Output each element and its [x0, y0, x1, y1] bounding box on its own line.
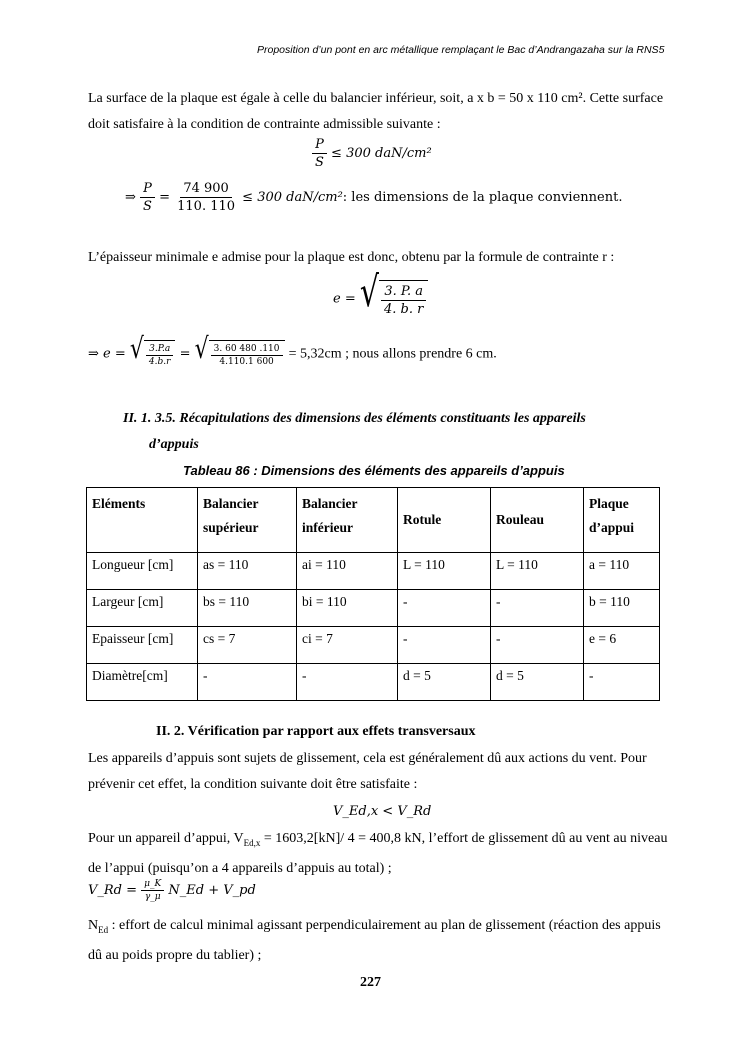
eq2-denominator: 110. 110 — [177, 199, 236, 214]
table-cell: d = 5 — [491, 664, 584, 701]
table-cell: e = 6 — [584, 627, 660, 664]
eq4-conclusion: = 5,32cm ; nous allons prendre 6 cm. — [288, 346, 497, 362]
table-header-cell: Plaque d’appui — [584, 488, 660, 553]
section-heading-recap-cont: d’appuis — [149, 437, 199, 452]
table-header-cell: Balancier supérieur — [198, 488, 297, 553]
eq6-rhs: N_Ed + V_pd — [168, 883, 256, 898]
table-cell: Longueur [cm] — [87, 553, 198, 590]
eq4-equals: = — [179, 346, 191, 362]
table-row — [87, 553, 660, 590]
table-header-row — [87, 488, 660, 553]
paragraph-wind-force — [88, 826, 668, 882]
table-row — [87, 590, 660, 627]
paragraph-thickness-intro: L’épaisseur minimale e admise pour la plaque est donc, obtenu par la formule de contrainte r : — [88, 250, 615, 265]
table-cell: - — [491, 627, 584, 664]
table-cell: ci = 7 — [297, 627, 398, 664]
table-header-cell: Balancier inférieur — [297, 488, 398, 553]
equation-sliding-condition: V_Ed,x < V_Rd — [333, 804, 432, 819]
table-cell: Largeur [cm] — [87, 590, 198, 627]
table-header-cell: Rotule — [398, 488, 491, 553]
eq3-numerator: 3. P. a — [381, 283, 426, 301]
eq3-lhs: e = — [333, 291, 356, 307]
table-cell: d = 5 — [398, 664, 491, 701]
p5-subscript: Ed — [98, 924, 109, 935]
eq2-lhs-numerator: P — [140, 180, 155, 198]
dimensions-table — [86, 487, 660, 701]
equation-thickness-formula — [333, 268, 428, 318]
equation-stress-condition — [312, 136, 432, 171]
eq6-lhs: V_Rd = — [88, 883, 138, 898]
section-heading-recap: II. 1. 3.5. Récapitulations des dimensions des éléments constituants les appareils — [123, 411, 586, 426]
table-cell: Epaisseur [cm] — [87, 627, 198, 664]
table-header-cell: Eléments — [87, 488, 198, 553]
eq2-numerator: 74 900 — [180, 180, 232, 198]
eq1-denominator: S — [315, 155, 324, 170]
eq3-denominator: 4. b. r — [383, 302, 424, 317]
table-cell: - — [398, 627, 491, 664]
page-number: 227 — [360, 975, 381, 990]
p5-text-b: : effort de calcul minimal agissant perpendiculairement au plan de glissement (réaction des appuis dû au poids propre du tablier) ; — [88, 918, 661, 963]
eq6-numerator: μ_K — [141, 878, 164, 891]
table-cell: cs = 7 — [198, 627, 297, 664]
sqrt-icon: √ — [194, 333, 209, 366]
table-header-cell: Rouleau — [491, 488, 584, 553]
table-cell: L = 110 — [398, 553, 491, 590]
table-cell: Diamètre[cm] — [87, 664, 198, 701]
table-row — [87, 627, 660, 664]
eq4-numerator: 3.P.a — [146, 343, 173, 356]
eq4-lhs: ⇒ e = — [88, 346, 126, 362]
eq2-rhs: ≤ 300 daN/cm² — [242, 190, 343, 205]
table-cell: a = 110 — [584, 553, 660, 590]
table-cell: L = 110 — [491, 553, 584, 590]
p5-text-a: N — [88, 918, 99, 933]
table-caption: Tableau 86 : Dimensions des éléments des appareils d’appuis — [183, 463, 565, 478]
eq4-numerator-values: 3. 60 480 .110 — [211, 343, 283, 356]
equation-thickness-result — [88, 333, 497, 368]
p4-text-b: = 1603,2[kN]/ 4 = 400,8 kN, l’effort de glissement dû au vent au niveau de l’appui (puisqu’on a 4 appareils d’appuis au total) ; — [88, 831, 668, 876]
paragraph-sliding: Les appareils d’appuis sont sujets de glissement, cela est généralement dû aux actions du vent. Pour prévenir cet effet, la condition suivante doit être satisfaite : — [88, 751, 647, 792]
p4-text-a: Pour un appareil d’appui, V — [88, 831, 244, 846]
implies-arrow: ⇒ — [125, 190, 136, 205]
eq1-rhs: ≤ 300 daN/cm² — [331, 146, 432, 161]
table-cell: - — [491, 590, 584, 627]
eq6-denominator: γ_μ — [144, 892, 161, 902]
table-cell: - — [198, 664, 297, 701]
running-header: Proposition d’un pont en arc métallique remplaçant le Bac d’Andrangazaha sur la RNS5 — [257, 44, 665, 56]
equation-stress-check — [125, 180, 622, 215]
table-cell: bi = 110 — [297, 590, 398, 627]
equation-resistance — [88, 878, 256, 903]
eq2-lhs-denominator: S — [143, 199, 152, 214]
table-cell: b = 110 — [584, 590, 660, 627]
eq2-conclusion: : les dimensions de la plaque conviennent. — [342, 190, 623, 205]
p4-subscript: Ed,x — [243, 837, 261, 848]
paragraph-ned-definition — [88, 913, 668, 969]
table-cell: as = 110 — [198, 553, 297, 590]
sqrt-icon: √ — [359, 268, 379, 318]
table-cell: - — [584, 664, 660, 701]
table-cell: ai = 110 — [297, 553, 398, 590]
table-cell: - — [297, 664, 398, 701]
sqrt-icon: √ — [129, 333, 144, 366]
section-heading-transverse: II. 2. Vérification par rapport aux effets transversaux — [156, 724, 476, 739]
eq4-denominator-values: 4.110.1 600 — [219, 357, 274, 367]
eq2-equals: = — [159, 190, 170, 205]
table-cell: - — [398, 590, 491, 627]
paragraph-plate-surface: La surface de la plaque est égale à celle du balancier inférieur, soit, a x b = 50 x 110 cm². Cette surface doit satisfaire à la condition de contrainte admissible suivante : — [88, 91, 664, 132]
table-row — [87, 664, 660, 701]
eq4-denominator: 4.b.r — [148, 357, 171, 367]
eq1-numerator: P — [312, 136, 327, 154]
table-cell: bs = 110 — [198, 590, 297, 627]
